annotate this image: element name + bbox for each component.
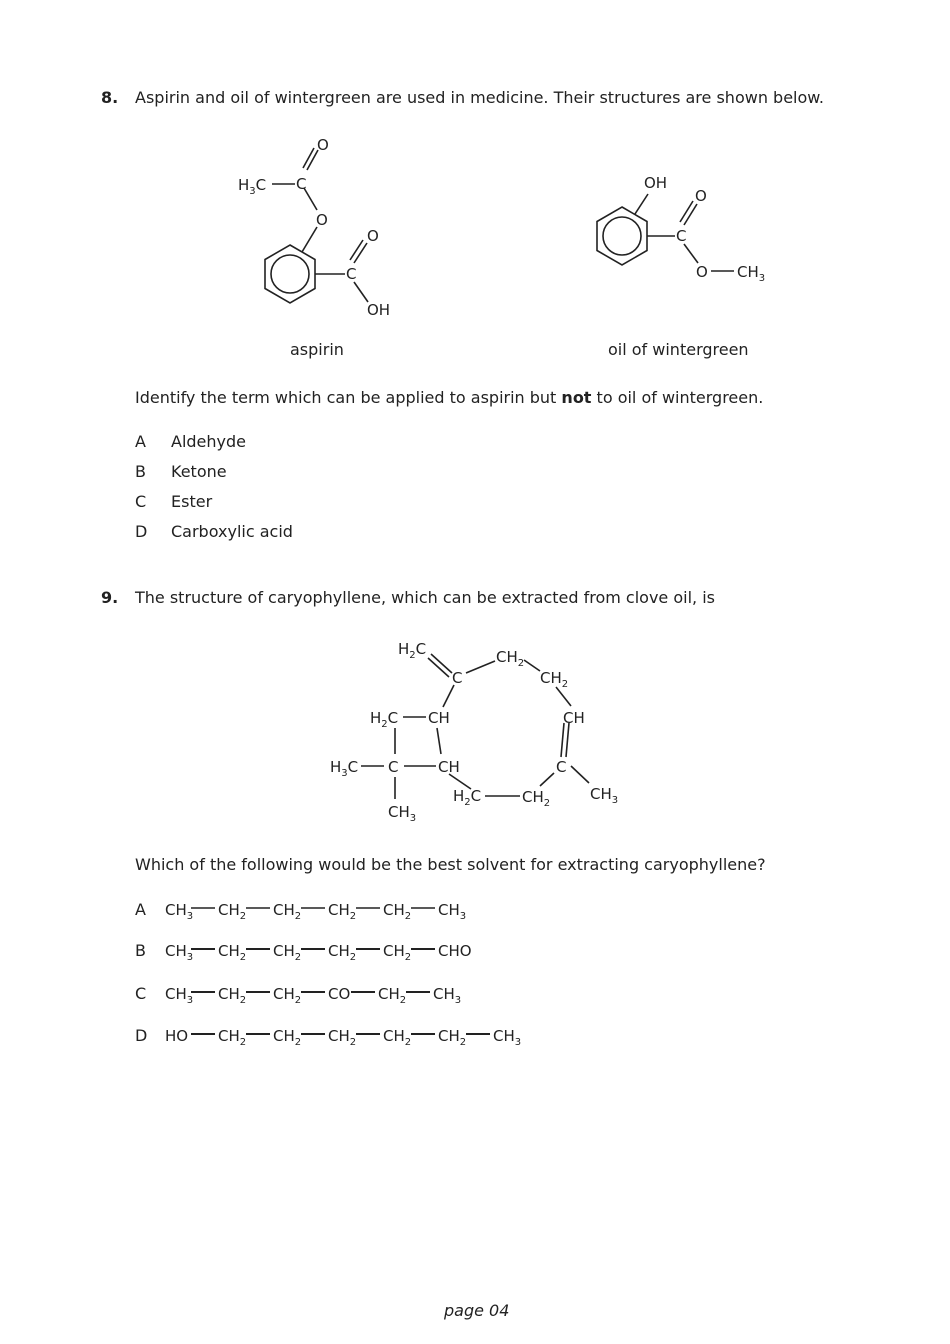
question-8-intro: Aspirin and oil of wintergreen are used in medicine. Their structures are shown below. — [135, 88, 824, 107]
svg-text:CH2: $CH_2$ — [328, 942, 357, 963]
svg-text:CH2: $CH_2$ — [328, 901, 357, 922]
wintergreen-label: oil of wintergreen — [608, 340, 749, 359]
q8-option-c-letter: C — [135, 492, 147, 511]
aspirin-structure — [220, 130, 420, 325]
svg-text:CH2: $CH_2$ — [273, 901, 302, 922]
svg-text:CH2: $CH_2$ — [438, 1027, 467, 1048]
question-8-prompt-post: to oil of wintergreen. — [591, 388, 764, 407]
wintergreen-structure — [580, 165, 780, 295]
q9-option-b-letter: B — [135, 941, 146, 960]
svg-text:CH2: $CH_2$ — [383, 901, 412, 922]
q8-option-b-letter: B — [135, 462, 146, 481]
page-number: page 04 — [444, 1301, 510, 1320]
aspirin-atom-o3: O — [367, 227, 379, 245]
svg-text:CH3: $CH_3$ — [438, 901, 467, 922]
svg-text:CH2: $CH_2$ — [273, 942, 302, 963]
svg-text:CH3: $CH_3$ — [433, 985, 462, 1006]
aspirin-atom-c2: C — [346, 265, 357, 283]
svg-text:CH2: $CH_2$ — [218, 901, 247, 922]
wintergreen-atom-ch3: $CH_3$ — [737, 263, 766, 284]
aspirin-atom-c1: C — [296, 175, 307, 193]
q8-option-a-text: Aldehyde — [171, 432, 246, 451]
question-8-prompt-emphasis: not — [561, 388, 592, 407]
cary-atom-h3c: $H_3C$ — [330, 758, 359, 779]
cary-atom-ch3-right: $CH_3$ — [590, 785, 619, 806]
q8-option-a-letter: A — [135, 432, 146, 451]
question-8-prompt-pre: Identify the term which can be applied to aspirin but — [135, 388, 562, 407]
q8-option-d-letter: D — [135, 522, 148, 541]
wintergreen-atom-oh: OH — [644, 174, 668, 192]
wintergreen-atom-o2: O — [696, 263, 708, 281]
cary-atom-h2c-square: $H_2C$ — [370, 709, 399, 730]
wintergreen-atom-o1: O — [695, 187, 707, 205]
svg-text:CH2: $CH_2$ — [273, 985, 302, 1006]
aspirin-atom-o1: O — [317, 136, 329, 154]
svg-text:CH2: $CH_2$ — [218, 1027, 247, 1048]
svg-text:CH3: $CH_3$ — [165, 942, 194, 963]
aspirin-atom-o2: O — [316, 211, 328, 229]
cary-atom-ch2-lower: $CH_2$ — [522, 788, 551, 809]
svg-text:CH2: $CH_2$ — [218, 985, 247, 1006]
question-9-number: 9. — [101, 588, 119, 607]
svg-text:CH3: $CH_3$ — [165, 901, 194, 922]
q9-option-a-letter: A — [135, 900, 146, 919]
question-8-prompt — [135, 388, 763, 407]
svg-text:CO: CO — [328, 985, 351, 1003]
svg-text:CH2: $CH_2$ — [383, 942, 412, 963]
cary-atom-c-right: C — [556, 758, 567, 776]
svg-text:CHO: CHO — [438, 942, 472, 960]
svg-text:CH3: $CH_3$ — [493, 1027, 522, 1048]
svg-text:CH2: $CH_2$ — [218, 942, 247, 963]
aspirin-atom-oh: OH — [367, 301, 391, 319]
cary-atom-ch2-a: $CH_2$ — [496, 648, 525, 669]
q9-option-c-formula — [160, 980, 490, 1006]
cary-atom-ch3-lower: $CH_3$ — [388, 803, 417, 824]
question-8-number: 8. — [101, 88, 119, 107]
cary-atom-h2c-top: $H_2C$ — [398, 640, 427, 661]
svg-text:CH2: $CH_2$ — [383, 1027, 412, 1048]
q9-option-a-formula — [160, 896, 490, 922]
cary-atom-c-square: C — [388, 758, 399, 776]
aspirin-atom-h3c: $H_3C$ — [238, 176, 267, 197]
svg-text:CH2: $CH_2$ — [273, 1027, 302, 1048]
cary-atom-ch-right: CH — [563, 709, 585, 727]
caryophyllene-structure — [320, 635, 640, 825]
cary-atom-ch-square: CH — [428, 709, 450, 727]
wintergreen-atom-c: C — [676, 227, 687, 245]
aspirin-label: aspirin — [290, 340, 344, 359]
svg-text:CH3: $CH_3$ — [165, 985, 194, 1006]
q9-option-d-letter: D — [135, 1026, 148, 1045]
question-9-intro: The structure of caryophyllene, which can be extracted from clove oil, is — [135, 588, 715, 607]
cary-atom-ch2-b: $CH_2$ — [540, 669, 569, 690]
cary-atom-h2c-lower: $H_2C$ — [453, 787, 482, 808]
q9-option-d-formula — [160, 1022, 540, 1048]
q8-option-b-text: Ketone — [171, 462, 227, 481]
svg-text:CH2: $CH_2$ — [328, 1027, 357, 1048]
q8-option-d-text: Carboxylic acid — [171, 522, 293, 541]
q8-option-c-text: Ester — [171, 492, 213, 511]
svg-text:CH2: $CH_2$ — [378, 985, 407, 1006]
svg-text:HO: HO — [165, 1027, 189, 1045]
question-9-prompt: Which of the following would be the best solvent for extracting caryophyllene? — [135, 855, 766, 874]
cary-atom-ch-square-lower: CH — [438, 758, 460, 776]
q9-option-b-formula — [160, 937, 490, 963]
cary-atom-c-top: C — [452, 669, 463, 687]
q9-option-c-letter: C — [135, 984, 147, 1003]
